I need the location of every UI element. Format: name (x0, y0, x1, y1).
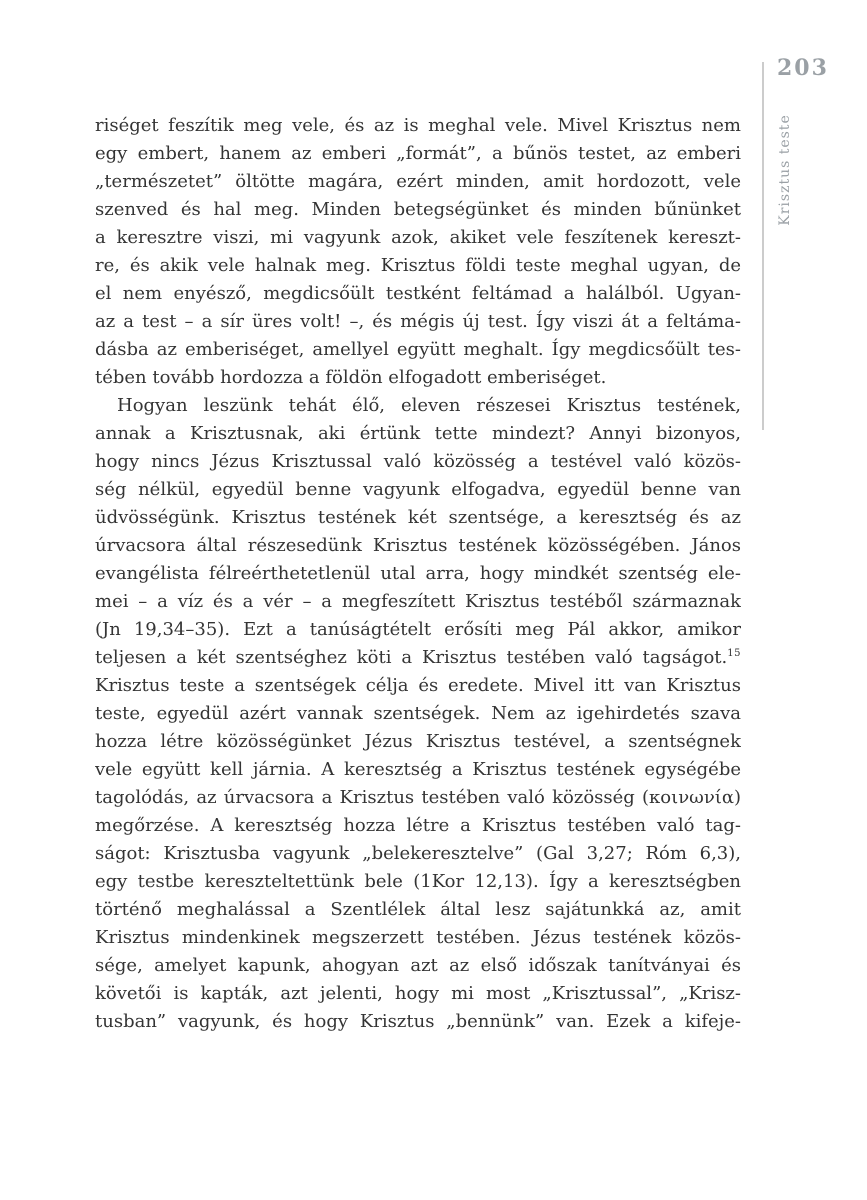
text-line: üdvösségünk. Krisztus testének két szentsége, a keresztség és az (95, 507, 741, 528)
text-line: történő meghalással a Szentlélek által lesz sajátunkká az, amit (95, 899, 741, 920)
text-line: Krisztus mindenkinek megszerzett testében. Jézus testének közös- (95, 927, 741, 948)
margin-title: Krisztus teste (777, 114, 793, 226)
text-line: hogy nincs Jézus Krisztussal való közösség a testével való közös- (95, 451, 741, 472)
text-line: tusban” vagyunk, és hogy Krisztus „bennünk” van. Ezek a kifeje- (95, 1011, 741, 1032)
text-line: riséget feszítik meg vele, és az is meghal vele. Mivel Krisztus nem (95, 115, 741, 136)
text-line: úrvacsora által részesedünk Krisztus testének közösségében. János (95, 535, 741, 556)
text-line: egy testbe kereszteltettünk bele (1Kor 12,13). Így a keresztségben (95, 871, 741, 892)
text-line: el nem enyésző, megdicsőült testként feltámad a halálból. Ugyan- (95, 283, 741, 304)
text-line: megőrzése. A keresztség hozza létre a Krisztus testében való tag- (95, 815, 741, 836)
text-line: egy embert, hanem az emberi „formát”, a bűnös testet, az emberi (95, 143, 741, 164)
text-line: (Jn 19,34–35). Ezt a tanúságtételt erősíti meg Pál akkor, amikor (95, 619, 741, 640)
footnote-reference: 15 (727, 648, 741, 659)
text-line: mei – a víz és a vér – a megfeszített Krisztus testéből származnak (95, 591, 741, 612)
text-line: követői is kapták, azt jelenti, hogy mi most „Krisztussal”, „Krisz- (95, 983, 741, 1004)
text-line: „természetet” öltötte magára, ezért minden, amit hordozott, vele (95, 171, 741, 192)
text-line: ságot: Krisztusba vagyunk „belekeresztelve” (Gal 3,27; Róm 6,3), (95, 843, 741, 864)
text-line: tében tovább hordozza a földön elfogadott emberiséget. (95, 367, 607, 388)
text-line: a keresztre viszi, mi vagyunk azok, akiket vele feszítenek kereszt- (95, 227, 741, 248)
page-number: 203 (777, 55, 829, 81)
text-line: hozza létre közösségünket Jézus Krisztus testével, a szentségnek (95, 731, 741, 752)
text-line: az a test – a sír üres volt! –, és mégis új test. Így viszi át a feltáma- (95, 311, 741, 332)
text-line: sége, amelyet kapunk, ahogyan azt az első időszak tanítványai és (95, 955, 741, 976)
text-line: Krisztus teste a szentségek célja és eredete. Mivel itt van Krisztus (95, 675, 741, 696)
text-line: ség nélkül, egyedül benne vagyunk elfogadva, egyedül benne van (95, 479, 741, 500)
text-line: tagolódás, az úrvacsora a Krisztus testében való közösség (κοινωνία) (95, 787, 741, 808)
text-line: Hogyan leszünk tehát élő, eleven részesei Krisztus testének, (117, 395, 741, 416)
text-line: evangélista félreérthetetlenül utal arra, hogy mindkét szentség ele- (95, 563, 741, 584)
text-line: re, és akik vele halnak meg. Krisztus földi teste meghal ugyan, de (95, 255, 741, 276)
text-line: annak a Krisztusnak, aki értünk tette mindezt? Annyi bizonyos, (95, 423, 741, 444)
text-line: teljesen a két szentséghez köti a Krisztus testében való tagságot.$^{15}$ (95, 647, 741, 668)
text-line: szenved és hal meg. Minden betegségünket és minden bűnünket (95, 199, 741, 220)
text-line: vele együtt kell járnia. A keresztség a Krisztus testének egységébe (95, 759, 741, 780)
text-line: teste, egyedül azért vannak szentségek. Nem az igehirdetés szava (95, 703, 741, 724)
text-line: dásba az emberiséget, amellyel együtt meghalt. Így megdicsőült tes- (95, 339, 741, 360)
margin-rule (762, 62, 764, 430)
body-text (95, 112, 741, 1036)
